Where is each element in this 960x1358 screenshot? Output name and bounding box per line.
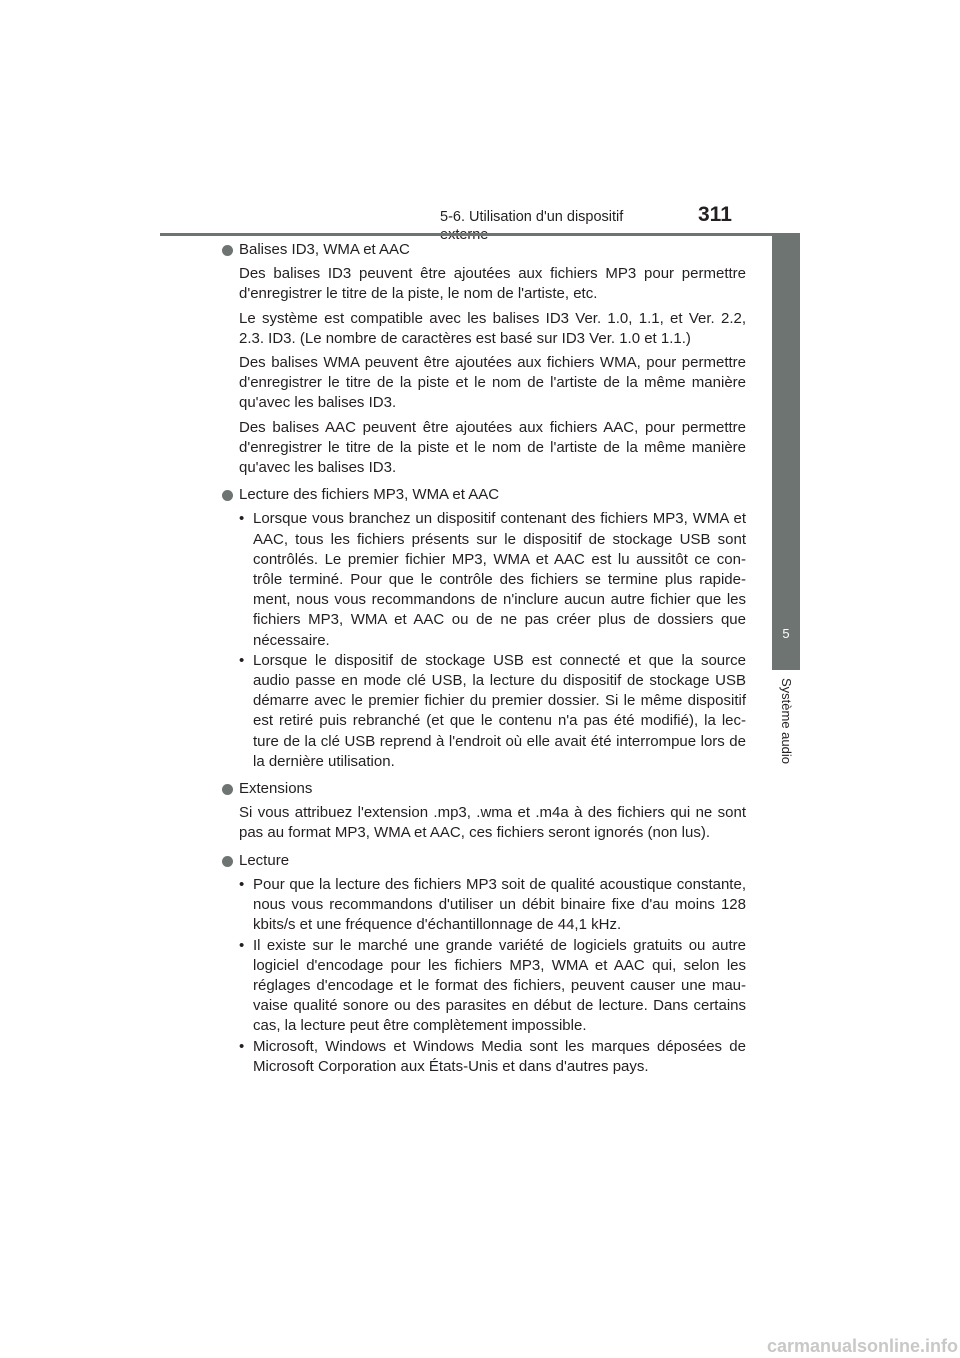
dot-bullet-icon: • (239, 1037, 245, 1055)
circle-bullet-icon (222, 784, 233, 795)
list-item (239, 1037, 746, 1077)
circle-bullet-icon (222, 490, 233, 501)
page-number: 311 (698, 203, 732, 226)
watermark: carmanualsonline.info (766, 1336, 958, 1356)
paragraph: Des balises ID3 peuvent être ajoutées aux fichiers MP3 pour permettre d'enregistrer le titre de la piste, le nom de l'artiste, etc. (239, 265, 746, 303)
section-heading (222, 851, 746, 871)
dot-bullet-icon: • (239, 875, 245, 893)
section-playback (222, 851, 746, 1077)
circle-bullet-icon (222, 245, 233, 256)
list-item (239, 936, 746, 1037)
paragraph: Le système est compatible avec les balises ID3 Ver. 1.0, 1.1, et Ver. 2.2, 2.3. ID3. (Le nombre de caractères est basé sur ID3 Ver. 1.0 et 1.1.) (239, 309, 746, 347)
dot-bullet-icon: • (239, 936, 245, 954)
heading-text: Lecture des fichiers MP3, WMA et AAC (239, 486, 500, 504)
header-rule (160, 233, 800, 236)
paragraph: Des balises WMA peuvent être ajoutées aux fichiers WMA, pour permettre d'enregistrer le titre de la piste et le nom de l'artiste de la même manière qu'avec les balises ID3. (239, 354, 746, 412)
paragraph: Si vous attribuez l'extension .mp3, .wma et .m4a à des fichiers qui ne sont pas au format MP3, WMA et AAC, ces fichiers seront ignorés (non lus). (239, 804, 746, 842)
page-content (222, 240, 746, 1084)
dot-bullet-icon: • (239, 510, 245, 528)
dot-bullet-icon: • (239, 651, 245, 669)
list-item (239, 651, 746, 772)
paragraph: Des balises AAC peuvent être ajoutées aux fichiers AAC, pour permettre d'enregistrer le titre de la piste et le nom de l'artiste de la même manière qu'avec les balises ID3. (239, 418, 746, 477)
heading-text: Extensions (239, 780, 313, 798)
heading-text: Balises ID3, WMA et AAC (239, 241, 410, 258)
list-item-text: Microsoft, Windows et Windows Media sont les marques déposées de Microsoft Corporation aux États-Unis et dans d'autres pays. (253, 1037, 746, 1075)
chapter-tab-bar (772, 236, 800, 597)
list-item-text: Lorsque le dispositif de stockage USB est connecté et que la source audio passe en mode clé USB, la lecture du dispositif de stockage USB démarre avec le premier fichier du premier dossier. Si le même dispositif est retiré puis rebranché (et que le contenu n'a pas été modifié), la lec-ture de la clé USB reprend à l'endroit où elle avait été interrompue lors de la dernière utilisation. (253, 651, 746, 770)
list-item-text: Pour que la lecture des fichiers MP3 soit de qualité acoustique constante, nous vous recommandons d'utiliser un débit binaire fixe d'au moins 128 kbits/s et une fréquence d'échantillonnage de 44,1 kHz. (253, 875, 746, 934)
section-extensions (222, 779, 746, 844)
list-item-text: Il existe sur le marché une grande variété de logiciels gratuits ou autre logiciel d'encodage pour les fichiers MP3, WMA et AAC qui, selon les réglages d'encodage et le format des fichiers, peuvent causer une mau-vaise qualité sonore ou des parasites en début de lecture. Dans certains cas, la lecture peut être complètement impossible. (253, 936, 746, 1035)
section-id3-tags (222, 240, 746, 478)
chapter-title: Système audio (779, 678, 794, 764)
circle-bullet-icon (222, 856, 233, 867)
section-heading (222, 779, 746, 799)
bullet-list (239, 509, 746, 772)
list-item-text: Lorsque vous branchez un dispositif contenant des fichiers MP3, WMA et AAC, tous les fichiers présents sur le dispositif de stockage USB sont contrôlés. Le premier fichier MP3, WMA et AAC est lu aussitôt ce con-trôle terminé. Pour que le contrôle des fichiers se termine plus rapide-ment, nous vous recommandons de n'inclure aucun autre fichier que les fichiers MP3, WMA et AAC ou de ne pas créer plus de dossiers que nécessaire. (253, 510, 746, 649)
section-heading (222, 240, 746, 260)
chapter-number: 5 (772, 597, 800, 670)
list-item (239, 875, 746, 936)
running-header-title: 5-6. Utilisation d'un dispositif (440, 209, 624, 225)
bullet-list (239, 875, 746, 1077)
section-heading (222, 485, 746, 505)
list-item (239, 509, 746, 650)
heading-text: Lecture (239, 851, 290, 869)
section-file-playback (222, 485, 746, 772)
